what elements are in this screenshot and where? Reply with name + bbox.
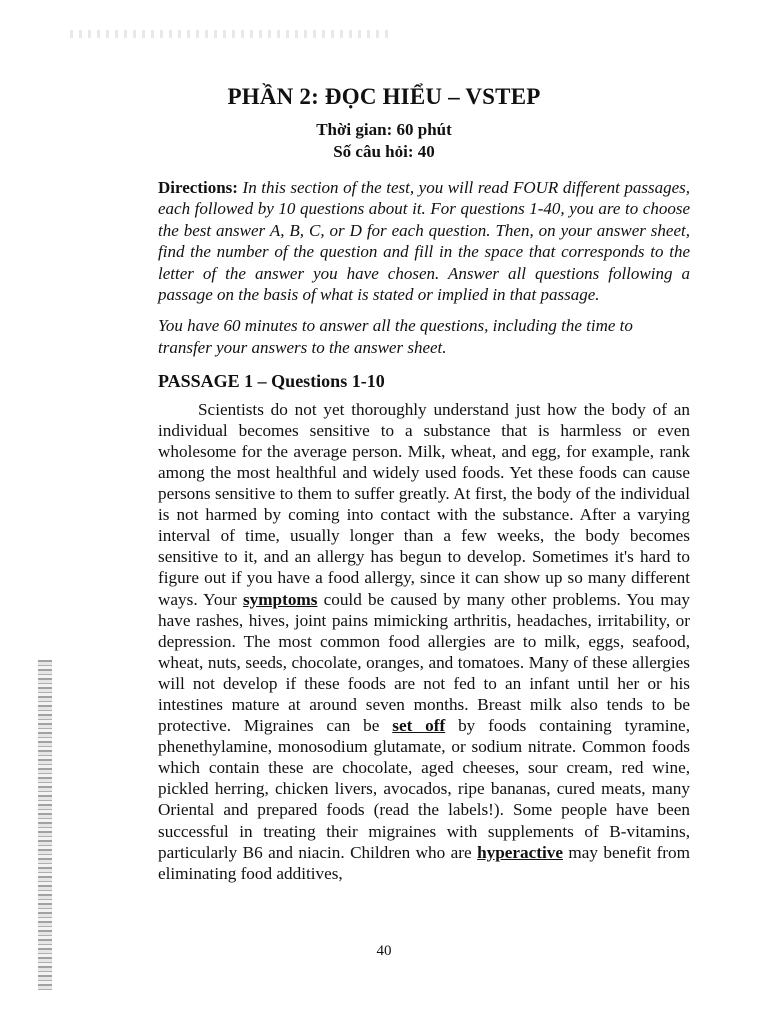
underlined-word-set-off: set off [392,716,446,736]
main-content [158,177,690,884]
directions [158,177,690,305]
binding-edge [38,660,52,990]
time-limit: Thời gian: 60 phút [316,120,452,139]
underlined-word-symptoms: symptoms [242,589,318,609]
page-title: PHẦN 2: ĐỌC HIỂU – VSTEP [227,84,541,109]
page-number: 40 [376,943,392,959]
passage-segment: could be caused by many other problems. You may have rashes, hives, joint pains mimicking arthritis, headaches, irritability, or depression. The most common food allergies are to milk, eggs, seafood, wheat, nuts, seeds, chocolate, oranges, and tomatoes. Many of these allergies will not develop if these foods are not fed to an infant until her or his intestines mature at around seven months. Breast milk also tends to be protective. Migraines can be [158,589,690,736]
passage-segment: may benefit from eliminating food additives, [158,842,690,883]
passage-title: PASSAGE 1 – Questions 1-10 [158,371,385,392]
timing-note: You have 60 minutes to answer all the questions, including the time to transfer your answers to the answer sheet. [158,316,633,357]
directions-text: In this section of the test, you will read FOUR different passages, each followed by 10 questions about it. For questions 1-40, you are to choose the best answer A, B, C, or D for each question. Then, on your answer sheet, find the number of the question and fill in the space that corresponds to the letter of the answer you have chosen. Answer all questions following a passage on the basis of what is stated or implied in that passage. [158,178,691,305]
passage-text [158,399,690,884]
underlined-word-hyperactive: hyperactive [477,842,563,862]
directions-label: Directions: [158,178,238,197]
scan-artifact [70,30,390,38]
passage-segment: Scientists do not yet thoroughly understand just how the body of an individual becomes sensitive to a substance that is harmless or even wholesome for the average person. Milk, wheat, and egg, for example, rank among the most healthful and widely used foods. Yet these foods can cause persons sensitive to them to suffer greatly. At first, the body of the individual is not harmed by coming into contact with the substance. After a varying interval of time, usually longer than a few weeks, the body becomes sensitive to it, and an allergy has begun to develop. Sometimes it's hard to figure out if you have a food allergy, since it can show up so many different ways. Your [158,399,690,609]
test-info [0,119,768,163]
passage-segment: by foods containing tyramine, phenethylamine, monosodium glutamate, or sodium nitrate. Common foods which contain these are chocolate, aged cheeses, sour cream, red wine, pickled herring, chicken livers, avocados, ripe bananas, cured meats, many Oriental and prepared foods (read the labels!). Some people have been successful in treating their migraines with supplements of B-vitamins, particularly B6 and niacin. Children who are [158,716,690,862]
question-count: Số câu hỏi: 40 [333,142,435,161]
